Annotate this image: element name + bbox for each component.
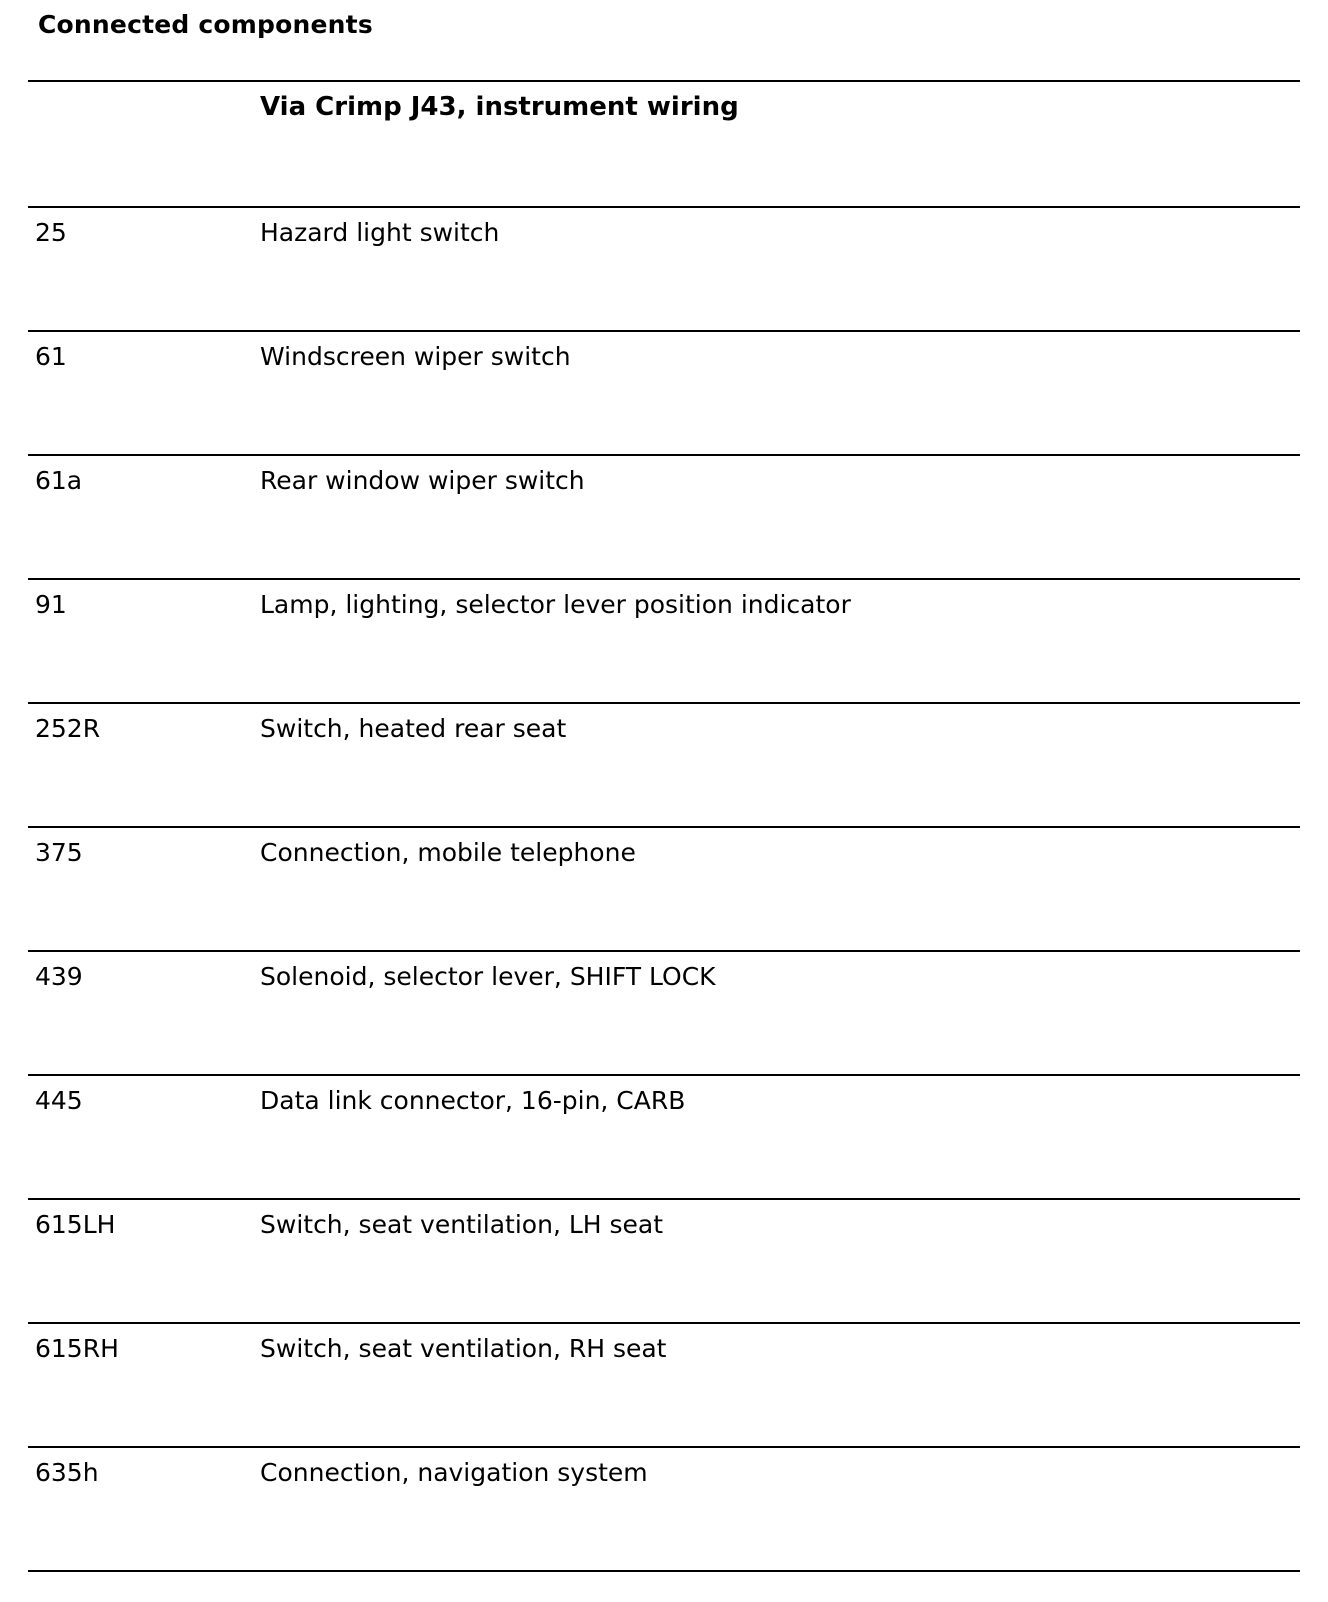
header-description-cell: Via Crimp J43, instrument wiring	[260, 92, 739, 122]
components-table	[28, 80, 1300, 1572]
component-description: Switch, seat ventilation, LH seat	[260, 1210, 664, 1239]
component-code: 61	[35, 342, 67, 371]
component-description: Connection, mobile telephone	[260, 838, 636, 867]
table-row	[28, 330, 1300, 454]
table-row	[28, 1198, 1300, 1322]
table-row	[28, 1322, 1300, 1446]
table-row	[28, 950, 1300, 1074]
component-code: 445	[35, 1086, 83, 1115]
table-row	[28, 578, 1300, 702]
table-header-row	[28, 80, 1300, 206]
component-code: 615LH	[35, 1210, 116, 1239]
component-code: 615RH	[35, 1334, 119, 1363]
component-description: Switch, heated rear seat	[260, 714, 567, 743]
component-description: Lamp, lighting, selector lever position indicator	[260, 590, 851, 619]
component-description: Solenoid, selector lever, SHIFT LOCK	[260, 962, 716, 991]
table-row	[28, 702, 1300, 826]
table-row	[28, 206, 1300, 330]
component-code: 375	[35, 838, 83, 867]
table-row	[28, 1074, 1300, 1198]
component-code: 439	[35, 962, 83, 991]
component-description: Hazard light switch	[260, 218, 500, 247]
component-code: 25	[35, 218, 67, 247]
component-code: 252R	[35, 714, 101, 743]
component-code: 61a	[35, 466, 83, 495]
component-description: Data link connector, 16-pin, CARB	[260, 1086, 686, 1115]
component-description: Rear window wiper switch	[260, 466, 585, 495]
component-description: Switch, seat ventilation, RH seat	[260, 1334, 667, 1363]
component-code: 635h	[35, 1458, 99, 1487]
table-row	[28, 454, 1300, 578]
component-code: 91	[35, 590, 67, 619]
page-title: Connected components	[38, 10, 373, 39]
table-row	[28, 1446, 1300, 1572]
table-row	[28, 826, 1300, 950]
component-description: Connection, navigation system	[260, 1458, 648, 1487]
component-description: Windscreen wiper switch	[260, 342, 571, 371]
